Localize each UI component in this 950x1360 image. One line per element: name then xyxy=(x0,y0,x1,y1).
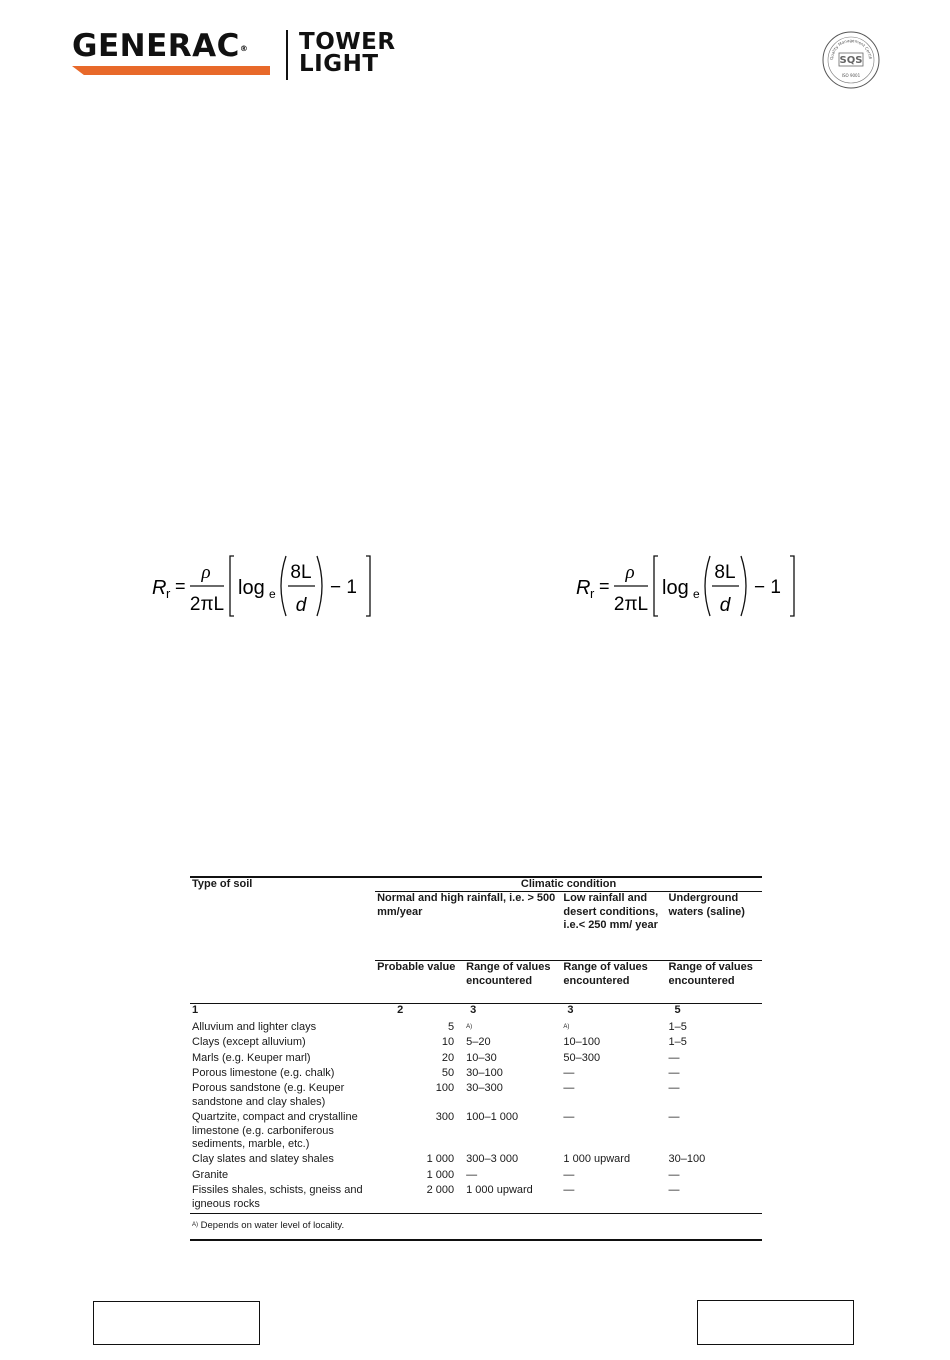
header-range-1: Range of values encountered xyxy=(464,961,561,1004)
resistance-formula-right xyxy=(574,550,814,620)
cell-soil: Marls (e.g. Keuper marl) xyxy=(192,1051,311,1064)
cell-range-underground: — xyxy=(668,1067,680,1080)
cell-range-low xyxy=(561,1018,666,1036)
page-box-right xyxy=(697,1300,854,1345)
cell-range-normal: — xyxy=(466,1168,478,1181)
cell-range-normal: 100–1 000 xyxy=(466,1111,519,1124)
cell-range-underground: — xyxy=(668,1111,680,1124)
formula-log-sub: e xyxy=(693,587,700,601)
cell-range-underground: — xyxy=(668,1082,680,1095)
footnote-text: Depends on water level of locality. xyxy=(200,1220,345,1232)
header-normal-rainfall: Normal and high rainfall, i.e. > 500 mm/year xyxy=(375,892,561,961)
table-header-row-1 xyxy=(190,877,762,892)
cell-probable-value: 300 xyxy=(435,1111,455,1124)
formula-left-paren xyxy=(281,556,286,616)
formula-inner-numerator: 8L xyxy=(290,562,312,583)
cell-range-normal: 30–300 xyxy=(466,1082,503,1095)
table-row xyxy=(190,1018,762,1036)
table-footnote xyxy=(190,1214,762,1240)
cell-probable-value: 1 000 xyxy=(426,1153,455,1166)
cell-range-low: 50–300 xyxy=(563,1051,601,1064)
cell-range-normal: 300–3 000 xyxy=(466,1153,519,1166)
cell-soil: Fissiles shales, schists, gneiss and igneous rocks xyxy=(192,1184,363,1210)
cell-range-normal: 30–100 xyxy=(466,1067,503,1080)
formula-lhs-sub: r xyxy=(590,586,595,601)
cell-range-low: — xyxy=(563,1082,575,1095)
seal-bottom-text: ISO 9001 xyxy=(841,73,861,78)
formula-log: log xyxy=(238,577,265,599)
soil-table-body xyxy=(190,1018,762,1214)
brand-name: GENERAC xyxy=(72,28,240,64)
column-number: 1 xyxy=(190,1004,375,1018)
seal-center-text: SQS xyxy=(839,55,863,66)
formula-right-paren xyxy=(741,556,746,616)
cell-range-underground: 30–100 xyxy=(668,1153,706,1166)
header-climatic-condition: Climatic condition xyxy=(375,877,762,892)
cell-soil: Alluvium and lighter clays xyxy=(192,1020,317,1033)
product-line-1: TOWER xyxy=(299,29,396,55)
column-number-row xyxy=(190,1004,762,1018)
header-range-3: Range of values encountered xyxy=(667,961,762,1004)
brand-wordmark xyxy=(72,30,248,62)
cell-probable-value: 20 xyxy=(441,1051,455,1064)
formula-right-paren xyxy=(317,556,322,616)
cell-range-normal: 5–20 xyxy=(466,1036,491,1049)
cell-probable-value: 100 xyxy=(435,1082,455,1095)
formula-equals: = xyxy=(175,576,186,596)
seal-top-text: Quality Management Certifi xyxy=(828,37,874,61)
cell-soil: Porous sandstone (e.g. Keuper sandstone and clay shales) xyxy=(192,1082,345,1108)
cell-soil: Quartzite, compact and crystalline limestone (e.g. carboniferous sediments, marble, etc.) xyxy=(192,1111,358,1151)
cell-probable-value: 10 xyxy=(441,1036,455,1049)
soil-resistivity-table xyxy=(190,876,762,1241)
page-box-left xyxy=(93,1301,260,1345)
formula-inner-numerator: 8L xyxy=(714,562,736,583)
table-row xyxy=(190,1052,762,1067)
table-row xyxy=(190,1111,762,1153)
cell-probable-value: 2 000 xyxy=(426,1184,455,1197)
formula-left-paren xyxy=(705,556,710,616)
formula-denominator: 2πL xyxy=(189,594,225,615)
formula-log: log xyxy=(662,577,689,599)
formula-left-bracket xyxy=(654,556,658,616)
header-low-rainfall: Low rainfall and desert conditions, i.e.< 250 mm/ year xyxy=(561,892,666,961)
soil-table-grid xyxy=(190,876,762,1241)
table-row xyxy=(190,1153,762,1168)
formula-right-bracket xyxy=(790,556,794,616)
cell-range-low: — xyxy=(563,1168,575,1181)
product-name xyxy=(299,31,396,75)
header-underground-waters: Underground waters (saline) xyxy=(667,892,762,961)
table-row xyxy=(190,1067,762,1082)
formula-tail: − 1 xyxy=(330,577,357,598)
cell-probable-value: 50 xyxy=(441,1067,455,1080)
column-number: 2 xyxy=(375,1004,464,1018)
cell-soil: Granite xyxy=(192,1168,229,1181)
formula-right-bracket xyxy=(366,556,370,616)
cell-range-low: 10–100 xyxy=(563,1036,601,1049)
cell-range-low: 1 000 upward xyxy=(563,1153,631,1166)
cell-soil: Porous limestone (e.g. chalk) xyxy=(192,1067,335,1080)
table-row xyxy=(190,1169,762,1184)
cell-range-low: — xyxy=(563,1111,575,1124)
footnote-ref: A) xyxy=(466,1023,473,1030)
table-row xyxy=(190,1082,762,1111)
header-probable-value: Probable value xyxy=(375,961,464,1004)
formula-tail: − 1 xyxy=(754,577,781,598)
column-number: 3 xyxy=(561,1004,666,1018)
cell-soil: Clay slates and slatey shales xyxy=(192,1153,334,1166)
cell-range-underground: — xyxy=(668,1051,680,1064)
formula-equals: = xyxy=(599,576,610,596)
formula-log-sub: e xyxy=(269,587,276,601)
cell-range-normal: 10–30 xyxy=(466,1051,497,1064)
header-type-of-soil: Type of soil xyxy=(190,877,375,1004)
resistance-formula-left xyxy=(150,550,390,620)
formula-left-bracket xyxy=(230,556,234,616)
formula-inner-denominator: d xyxy=(295,595,307,616)
cell-soil: Clays (except alluvium) xyxy=(192,1036,306,1049)
table-row xyxy=(190,1184,762,1213)
footnote-marker: A) xyxy=(192,1222,198,1229)
formula-lhs: R xyxy=(152,577,167,599)
formula-numerator: ρ xyxy=(201,562,211,583)
formula-inner-denominator: d xyxy=(719,595,731,616)
product-line-2: LIGHT xyxy=(299,51,379,77)
formula-denominator: 2πL xyxy=(613,594,649,615)
cell-range-underground: 1–5 xyxy=(668,1020,687,1033)
footnote-row xyxy=(190,1214,762,1240)
certification-seal-icon xyxy=(821,30,881,90)
brand-stripe xyxy=(72,66,270,75)
generac-tower-light-logo xyxy=(72,30,432,85)
formula-lhs: R xyxy=(576,577,591,599)
column-number: 5 xyxy=(667,1004,762,1018)
header-range-2: Range of values encountered xyxy=(561,961,666,1004)
cell-probable-value: 1 000 xyxy=(426,1168,455,1181)
registered-mark: ® xyxy=(239,44,249,53)
formula-lhs-sub: r xyxy=(166,586,171,601)
cell-range-underground: 1–5 xyxy=(668,1036,687,1049)
formula-numerator: ρ xyxy=(625,562,635,583)
column-number: 3 xyxy=(464,1004,561,1018)
cell-range-underground: — xyxy=(668,1184,680,1197)
logo-divider xyxy=(286,30,288,80)
cell-probable-value: 5 xyxy=(448,1020,455,1033)
table-row xyxy=(190,1036,762,1051)
footnote-ref: A) xyxy=(563,1023,570,1030)
cell-range-normal: 1 000 upward xyxy=(466,1184,533,1197)
cell-range-low: — xyxy=(563,1184,575,1197)
cell-range-underground: — xyxy=(668,1168,680,1181)
cell-range-normal xyxy=(464,1018,561,1036)
cell-range-low: — xyxy=(563,1067,575,1080)
